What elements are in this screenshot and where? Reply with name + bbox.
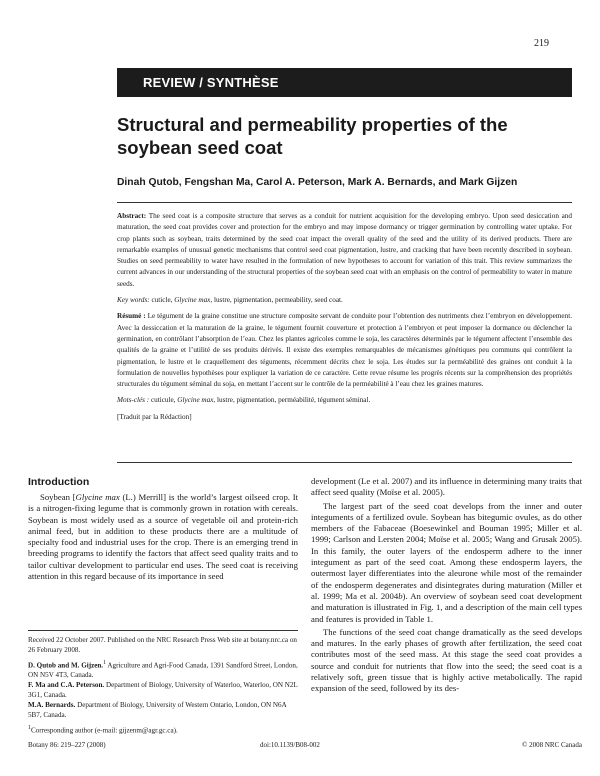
col2-paragraph-0: development (Le et al. 2007) and its influence in determining many traits that affect seed quality (Moïse et al. 2005). [311, 476, 582, 498]
affiliation-1 [28, 658, 298, 720]
keywords-species: Glycine max [174, 296, 211, 305]
keywords [117, 295, 572, 306]
corresponding-sup: 1 [28, 725, 31, 732]
footer-doi: doi:10.1139/B08-002 [260, 741, 320, 749]
col2-paragraph-1 [311, 501, 582, 625]
abstract-top-rule [117, 202, 572, 203]
affiliation-3-names: M.A. Bernards. [28, 701, 76, 710]
footer-copyright: © 2008 NRC Canada [522, 741, 582, 749]
abstract-label: Abstract: [117, 212, 147, 220]
mots-cles-text-a: cuticule, [150, 396, 178, 405]
affiliation-1-names: D. Qutob and M. Gijzen. [28, 661, 104, 670]
keywords-text-b: , lustre, pigmentation, permeability, seed coat. [210, 296, 343, 305]
intro-p1-text-b: (L.) Merrill] is the world’s largest oilseed crop. It is a nitrogen-fixing legume that is commonly grown in rotation with cereals. Soybean is most widely used as a source of vegetable oil and protein-rich animal feed, but in addition to these products there are a multitude of specialty food and industrial uses for the crop. There is an emerging trend in breeding programs to identify the factors that affect seed quality traits and to tailor cultivar development to particular end uses. The seed coat is receiving attention in this regard because of its importance in seed [28, 492, 299, 582]
footnote-rule [28, 630, 298, 631]
col2-paragraph-2: The functions of the seed coat change dramatically as the seed develops and matures. In the early phases of growth after fertilization, the seed coat contributes most of the seed mass. At this stage the seed coat provides a source and conduit for nutrients that flow into the seed; the seed coat is a relatively soft, green tissue that is highly active metabolically. The rapid expansion of the seed, followed by its des- [311, 626, 582, 694]
col2-p1-text-c: ). An overview of soybean seed coat development and maturation is illustrated in Fig. 1, and a description of the main cell types and features is provided in Table 1. [311, 590, 582, 624]
keywords-text-a: cuticle, [151, 296, 175, 305]
mots-cles-text-b: , lustre, pigmentation, perméabilité, tégument séminal. [213, 396, 371, 405]
page-number: 219 [534, 38, 549, 49]
received-note: Received 22 October 2007. Published on the NRC Research Press Web site at botany.nrc.ca on 26 February 2008. [28, 636, 297, 654]
footnotes [28, 635, 298, 739]
resume-label: Résumé : [117, 312, 146, 321]
resume-text: Le tégument de la graine constitue une structure composite servant de conduite pour l’obtention des nutriments chez l’embryon en développement. Avec la dessiccation et la maturation de la graine, le tégument fournit couverture et protection à l’embryon et peut imposer la dormance ou déclencher la germination, en contrôlant l’absorption de l’eau. Chez les plantes agricoles comme le soja, les caractères déterminés par le tégument affectent l’ensemble des qualités de la graine et l’utilité de ses produits dérivés. Il existe des exemples remarquables de mécanismes génétiques peu communs qui contrôlent la pigmentation, le lustre et le craquellement des téguments, récemment décrits chez le soja. Les études sur la perméabilité des graines ont conduit à la formulation de nouvelles hypothèses pour expliquer la variation de ce caractère. Cette revue résume les progrès récents sur la compréhension des propriétés structurales du tégument séminal du soja, en mettant l’accent sur le contrôle de la perméabilité à l’eau chez les graines matures. [117, 312, 573, 389]
abstract-text: The seed coat is a composite structure that serves as a conduit for nutrient acquisition for the developing embryo. Upon seed desiccation and maturation, the seed coat provides cover and protection for the embryo and may impose dormancy or trigger germination by controlling water uptake. For crop plants such as soybean, traits determined by the seed coat impact the overall quality of the seed and the utility of its derived products. There are remarkable examples of unusual genetic mechanisms that control seed coat pigmentation, lustre, and cracking that have been recently described in soybean. Studies on seed permeability to water have resulted in the formulation of new hypotheses to account for variation of this trait. This review summarizes the current advances in our understanding of the structural properties of the soybean seed coat with an emphasis on the control of permeability to water in mature seeds. [117, 212, 572, 288]
affiliation-1-sup: 1 [103, 660, 107, 666]
translation-note: [Traduit par la Rédaction] [117, 412, 192, 421]
intro-p1-text-a: Soybean [ [40, 492, 76, 502]
section-banner [117, 68, 572, 97]
right-column [311, 476, 582, 697]
section-banner-label: REVIEW / SYNTHÈSE [143, 75, 279, 90]
col2-p1-text-a: The largest part of the seed coat develops from the inner and outer integuments of a fertilized ovule. Soybean has bitegumic ovules, as do other members of the Fabaceae (Boesewinkel and Bouman 1995; Miller et al. 1999; Carlson and Lersten 2004; Moïse et al. 2005; Wang and Grusak 2005). In this family, the outer layers of the endosperm adhere to the inner integument as part of the seed coat. Among these endosperm layers, the outermost layer differentiates into the aleurone while most of the remainder of the endosperm degenerates and disintegrates during maturation (Miller et al. 1999; Ma et al. 2004 [311, 500, 582, 601]
intro-p1-species: Glycine max [75, 492, 120, 502]
abstract-bottom-rule [117, 462, 572, 463]
resume-paragraph [117, 311, 572, 390]
intro-paragraph-1 [28, 492, 298, 582]
affiliation-2-text: Department of Biology, University of Waterloo, Waterloo, ON N2L 3G1, Canada. [28, 681, 298, 700]
corresponding-text: Corresponding author (e-mail: gijzenm@agr.gc.ca). [30, 726, 178, 735]
author-list: Dinah Qutob, Fengshan Ma, Carol A. Peterson, Mark A. Bernards, and Mark Gijzen [117, 177, 518, 188]
col2-p1-text-b: b [398, 590, 403, 601]
article-title: Structural and permeability properties of the soybean seed coat [117, 114, 508, 158]
mots-cles [117, 395, 572, 406]
affiliation-2-names: F. Ma and C.A. Peterson. [28, 681, 105, 690]
mots-cles-species: Glycine max [177, 396, 214, 405]
affiliation-1-text: Agriculture and Agri-Food Canada, 1391 Sandford Street, London, ON N5V 4T3, Canada. [28, 661, 298, 680]
abstract-block [117, 211, 572, 428]
abstract-paragraph [117, 211, 572, 290]
mots-cles-label: Mots-clés : [117, 396, 150, 405]
footer-journal: Botany 86: 219–227 (2008) [28, 741, 106, 749]
left-column [28, 492, 298, 582]
introduction-heading: Introduction [28, 476, 90, 488]
corresponding-author [28, 723, 298, 735]
keywords-label: Key words: [117, 296, 150, 305]
affiliation-3-text: Department of Biology, University of Western Ontario, London, ON N6A 5B7, Canada. [28, 701, 287, 720]
